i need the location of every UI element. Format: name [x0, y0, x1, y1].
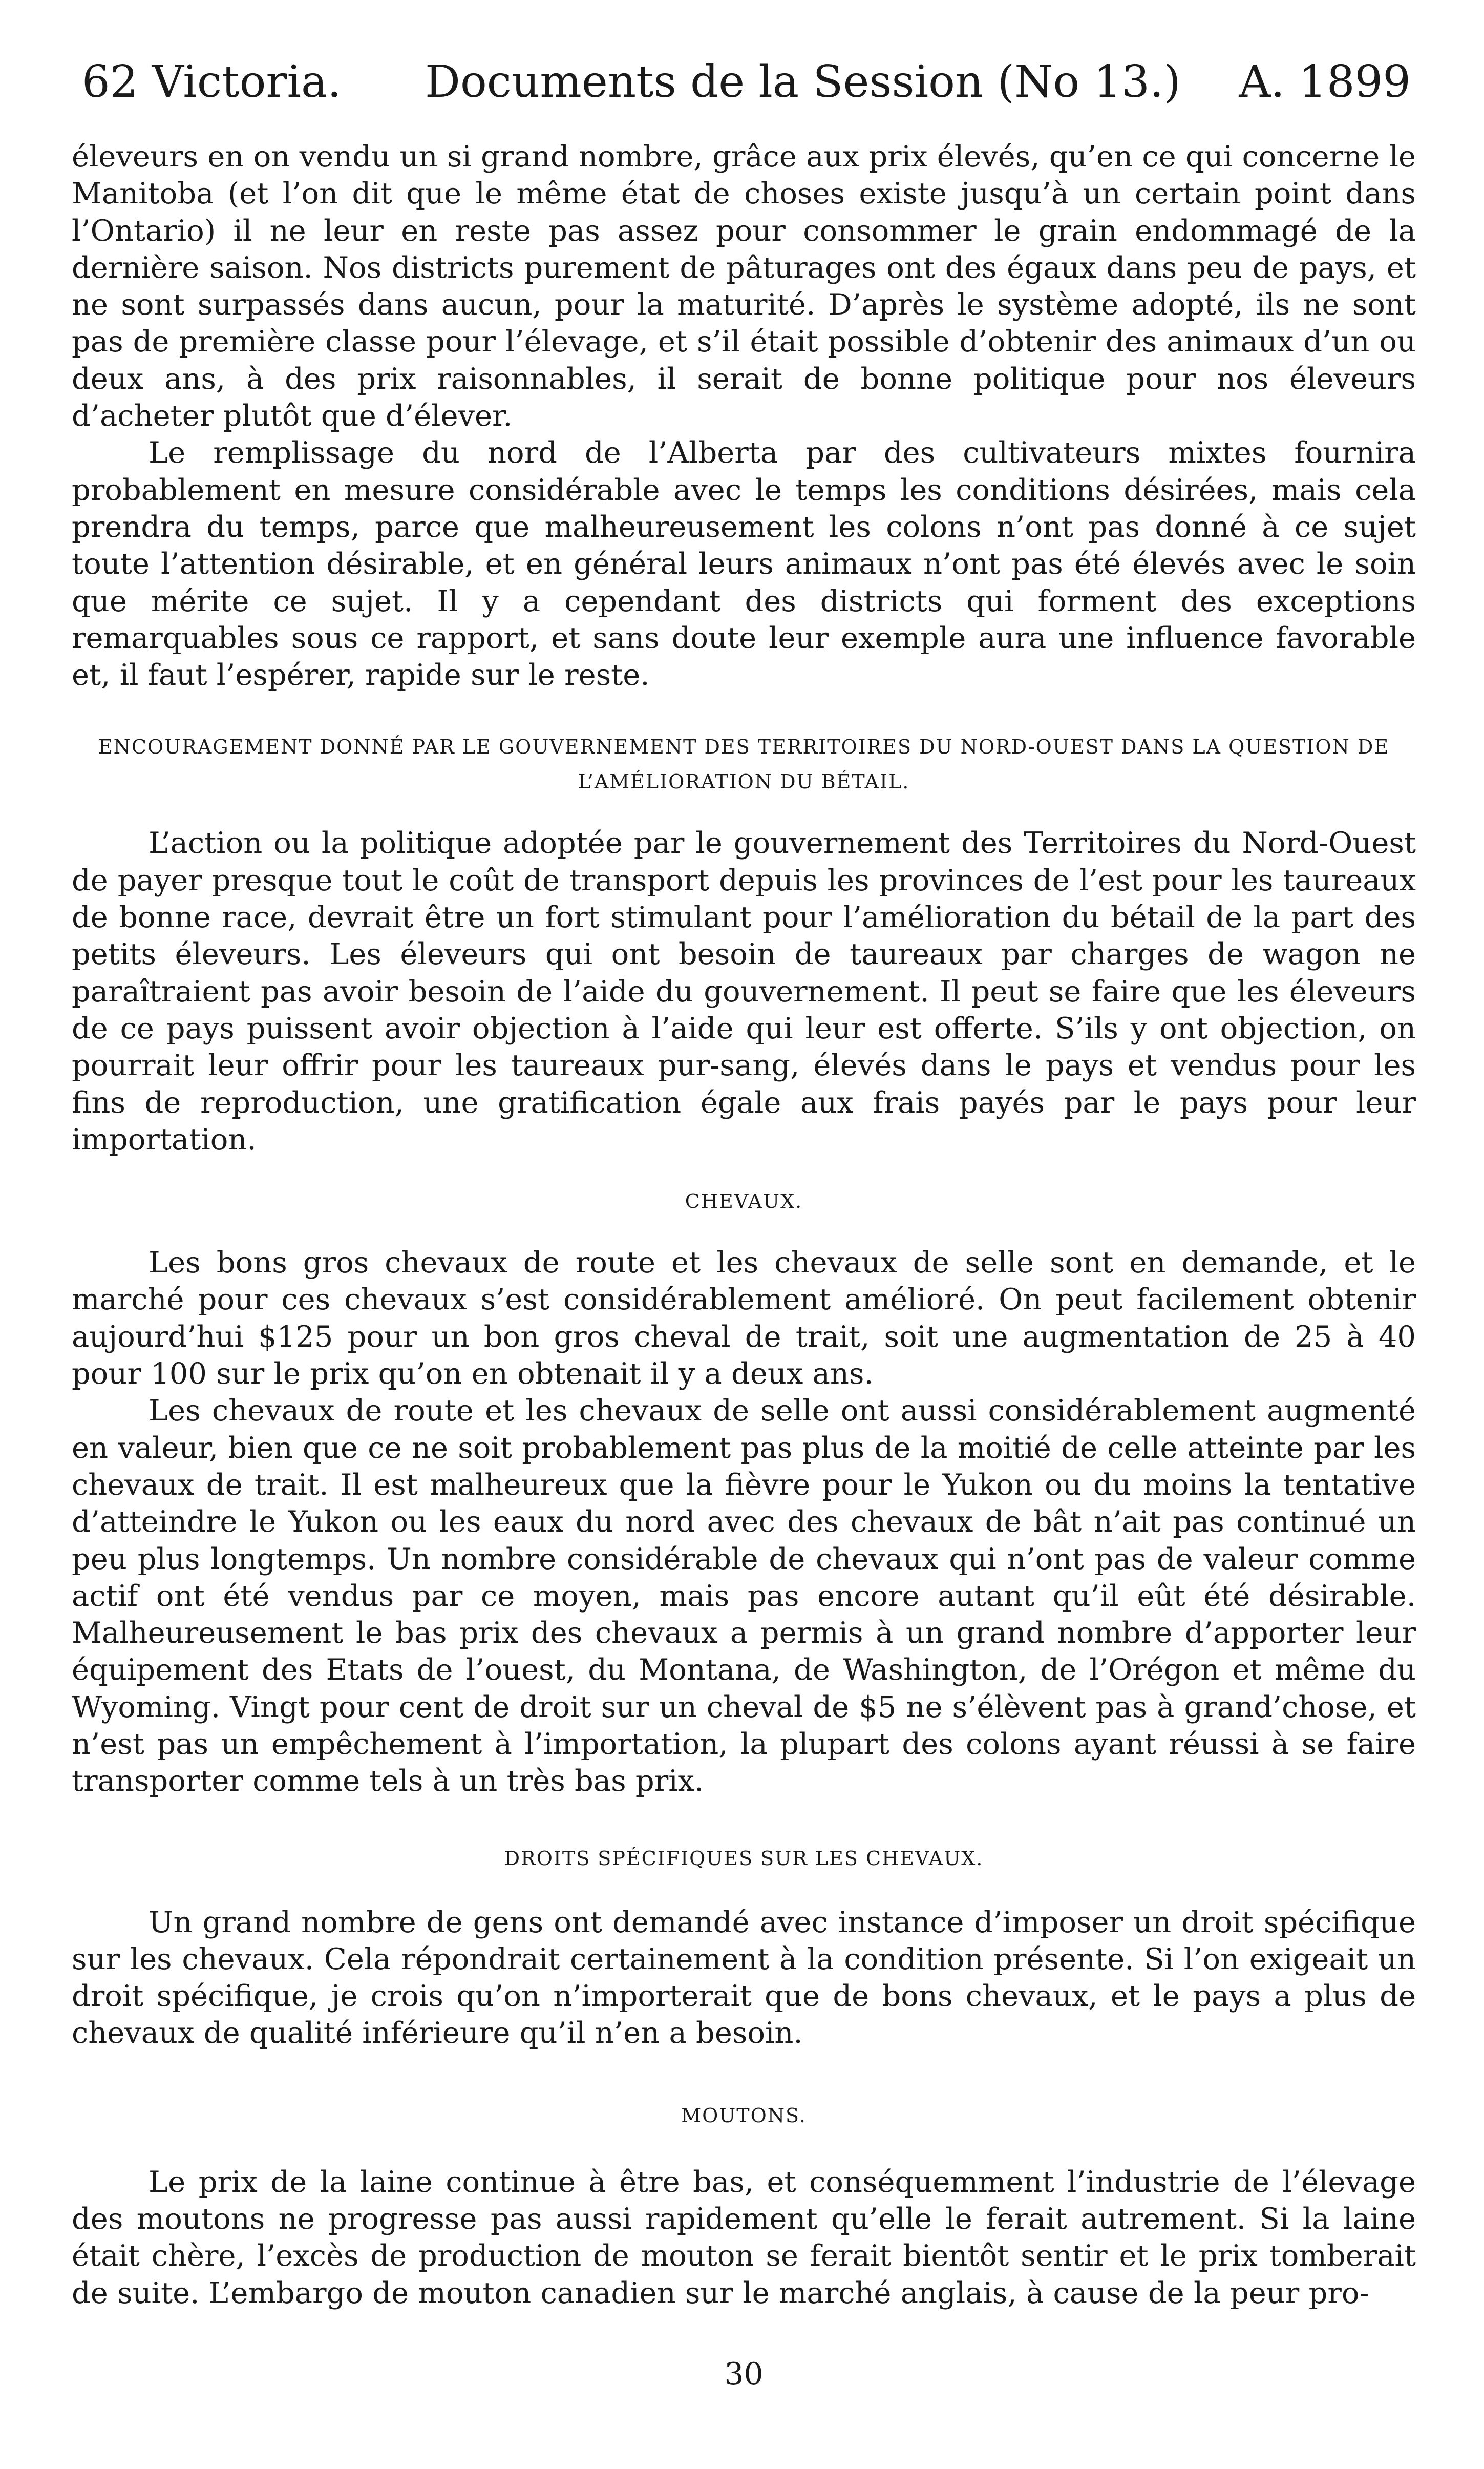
year-label: A. 1899	[1239, 56, 1411, 108]
section-heading-droits: DROITS SPÉCIFIQUES SUR LES CHEVAUX.	[504, 1847, 984, 1870]
section-heading-encouragement: ENCOURAGEMENT DONNÉ PAR LE GOUVERNEMENT DES TERRITOIRES DU NORD-OUEST DANS LA QUESTION DE L’AMÉLIORATION DU BÉTAIL.	[98, 736, 1390, 793]
paragraph-continuation: éleveurs en on vendu un si grand nombre, grâce aux prix élevés, qu’en ce qui concerne le Manitoba (et l’on dit que le même état de choses existe jusqu’à un certain point dans l’Ontario) il ne leur en reste pas assez pour consommer le grain endommagé de la dernière saison. Nos districts purement de pâturages ont des égaux dans peu de pays, et ne sont surpassés dans aucun, pour la maturité. D’après le système adopté, ils ne sont pas de première classe pour l’élevage, et s’il était possible d’obtenir des animaux d’un ou deux ans, à des prix raisonnables, il serait de bonne politique pour nos éleveurs d’acheter plutôt que d’élever.	[72, 139, 1416, 433]
body-text	[72, 138, 1416, 2312]
paragraph-droits: Un grand nombre de gens ont demandé avec instance d’imposer un droit spécifique sur les chevaux. Cela répondrait certainement à la condition présente. Si l’on exigeait un droit spécifique, je crois qu’on n’importerait que de bons chevaux, et le pays a plus de chevaux de qualité inférieure qu’il n’en a besoin.	[72, 1905, 1416, 2050]
paragraph-moutons: Le prix de la laine continue à être bas, et conséquemment l’industrie de l’élevage des moutons ne progresse pas aussi rapidement qu’elle le ferait autrement. Si la laine était chère, l’excès de production de mouton se ferait bientôt sentir et le prix tomberait de suite. L’embargo de mouton canadien sur le marché anglais, à cause de la peur pro-	[72, 2164, 1416, 2310]
section-heading-chevaux: CHEVAUX.	[685, 1190, 803, 1213]
paragraph-chevaux-2: Les chevaux de route et les chevaux de selle ont aussi considérablement augmenté en valeur, bien que ce ne soit probablement pas plus de la moitié de celle atteinte par les chevaux de trait. Il est malheureux que la fièvre pour le Yukon ou du moins la tentative d’atteindre le Yukon ou les eaux du nord avec des chevaux de bât n’ait pas continué un peu plus longtemps. Un nombre considérable de chevaux qui n’ont pas de valeur comme actif ont été vendus par ce moyen, mais pas encore autant qu’il eût été désirable. Malheureusement le bas prix des chevaux a permis à un grand nombre d’apporter leur équipement des Etats de l’ouest, du Montana, de Washington, de l’Orégon et même du Wyoming. Vingt pour cent de droit sur un cheval de $5 ne s’élèvent pas à grand’chose, et n’est pas un empêchement à l’importation, la plupart des colons ayant réussi à se faire transporter comme tels à un très bas prix.	[72, 1393, 1416, 1798]
paragraph-chevaux-1: Les bons gros chevaux de route et les chevaux de selle sont en demande, et le marché pour ces chevaux s’est considérablement amélioré. On peut facilement obtenir aujourd’hui $125 pour un bon gros cheval de trait, soit une augmentation de 25 à 40 pour 100 sur le prix qu’on en obtenait il y a deux ans.	[72, 1245, 1416, 1391]
paragraph-alberta: Le remplissage du nord de l’Alberta par des cultivateurs mixtes fournira probablement en mesure considérable avec le temps les conditions désirées, mais cela prendra du temps, parce que malheureusement les colons n’ont pas donné à ce sujet toute l’attention désirable, et en général leurs animaux n’ont pas été élevés avec le soin que mérite ce sujet. Il y a cependant des districts qui forment des exceptions remarquables sous ce rapport, et sans doute leur exemple aura une influence favorable et, il faut l’espérer, rapide sur le reste.	[72, 435, 1416, 693]
page-number: 30	[724, 2356, 764, 2392]
document-title: Documents de la Session (No 13.)	[425, 56, 1181, 108]
session-number: 62 Victoria.	[82, 56, 342, 108]
section-heading-moutons: MOUTONS.	[681, 2104, 807, 2127]
document-page	[72, 49, 1416, 2425]
running-head	[72, 49, 1416, 115]
paragraph-encouragement: L’action ou la politique adoptée par le gouvernement des Territoires du Nord-Ouest de payer presque tout le coût de transport depuis les provinces de l’est pour les taureaux de bonne race, devrait être un fort stimulant pour l’amélioration du bétail de la part des petits éleveurs. Les éleveurs qui ont besoin de taureaux par charges de wagon ne paraîtraient pas avoir besoin de l’aide du gouvernement. Il peut se faire que les éleveurs de ce pays puissent avoir objection à l’aide qui leur est offerte. S’ils y ont objection, on pourrait leur offrir pour les taureaux pur-sang, élevés dans le pays et vendus pour les fins de reproduction, une gratification égale aux frais payés par le pays pour leur importation.	[72, 826, 1416, 1157]
